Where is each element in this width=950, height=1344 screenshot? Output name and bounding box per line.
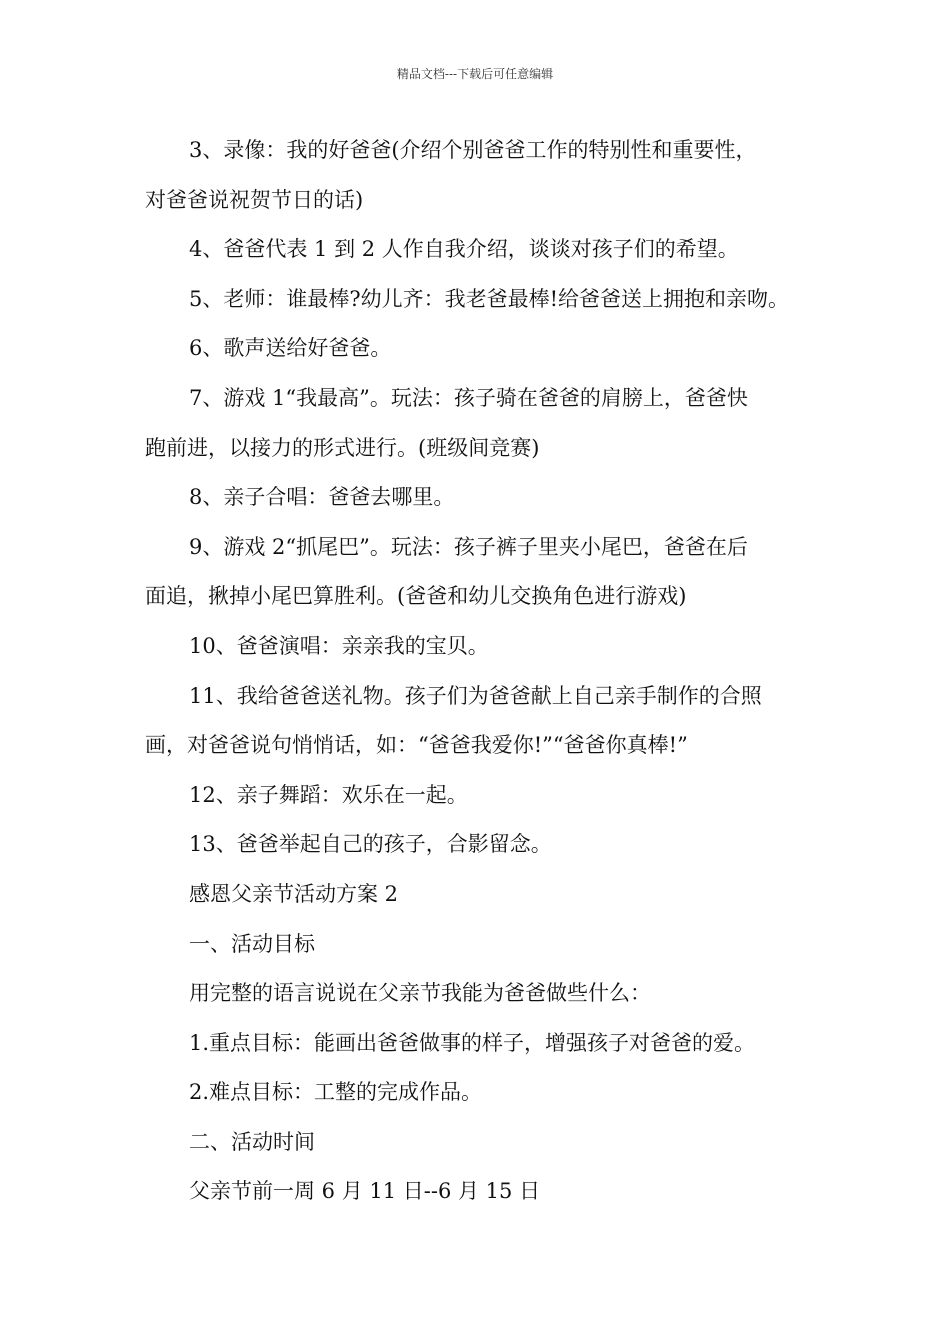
text-line: 跑前进，以接力的形式进行。(班级间竞赛) xyxy=(145,435,540,460)
text-line: 7、游戏 1“我最高”。玩法：孩子骑在爸爸的肩膀上，爸爸快 xyxy=(189,385,748,410)
text-line: 二、活动时间 xyxy=(189,1129,315,1154)
text-line: 8、亲子合唱：爸爸去哪里。 xyxy=(189,485,455,510)
text-line: 6、歌声送给好爸爸。 xyxy=(189,336,392,361)
text-line: 10、爸爸演唱：亲亲我的宝贝。 xyxy=(189,633,489,658)
text-line: 用完整的语言说说在父亲节我能为爸爸做些什么： xyxy=(189,981,651,1006)
text-line: 3、录像：我的好爸爸(介绍个别爸爸工作的特别性和重要性， xyxy=(189,138,757,162)
text-line: 11、我给爸爸送礼物。孩子们为爸爸献上自己亲手制作的合照 xyxy=(189,683,762,708)
text-line: 一、活动目标 xyxy=(189,931,315,956)
text-line: 5、老师：谁最棒?幼儿齐：我老爸最棒!给爸爸送上拥抱和亲吻。 xyxy=(189,286,790,311)
text-line: 画，对爸爸说句悄悄话，如：“爸爸我爱你!”“爸爸你真棒!” xyxy=(145,733,688,758)
text-line: 2.难点目标：工整的完成作品。 xyxy=(189,1080,483,1105)
text-line: 对爸爸说祝贺节日的话) xyxy=(145,187,364,212)
text-line: 1.重点目标：能画出爸爸做事的样子，增强孩子对爸爸的爱。 xyxy=(189,1030,756,1055)
text-line: 面追，揪掉小尾巴算胜利。(爸爸和幼儿交换角色进行游戏) xyxy=(145,584,687,609)
text-line: 13、爸爸举起自己的孩子，合影留念。 xyxy=(189,832,552,857)
page-header: 精品文档---下载后可任意编辑 xyxy=(396,67,554,81)
document-body xyxy=(145,126,825,1217)
text-line: 感恩父亲节活动方案 2 xyxy=(189,881,399,906)
text-line: 父亲节前一周 6 月 11 日--6 月 15 日 xyxy=(189,1179,541,1204)
text-line: 9、游戏 2“抓尾巴”。玩法：孩子裤子里夹小尾巴，爸爸在后 xyxy=(189,534,748,559)
text-line: 12、亲子舞蹈：欢乐在一起。 xyxy=(189,782,468,807)
text-line: 4、爸爸代表 1 到 2 人作自我介绍，谈谈对孩子们的希望。 xyxy=(189,237,739,262)
